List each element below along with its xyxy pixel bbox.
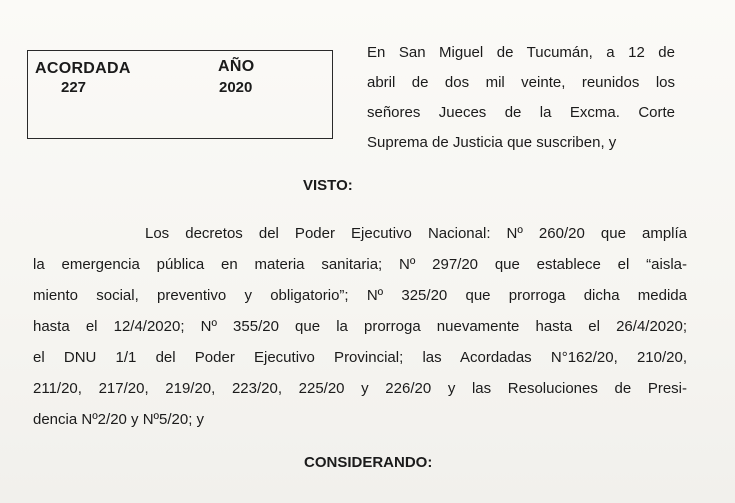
ano-value: 2020: [219, 79, 253, 96]
acordada-number: 227: [61, 79, 87, 96]
intro-paragraph: [367, 38, 675, 158]
visto-heading: VISTO:: [303, 177, 353, 194]
intro-line: señores Jueces de la Excma. Corte: [367, 104, 675, 121]
intro-line: Suprema de Justicia que suscriben, y: [367, 134, 617, 151]
visto-line: 211/20, 217/20, 219/20, 223/20, 225/20 y 226/20 y las Resoluciones de Presi-: [33, 380, 687, 397]
intro-line: abril de dos mil veinte, reunidos los: [367, 74, 675, 91]
acordada-label: ACORDADA: [35, 60, 131, 77]
considerando-heading: CONSIDERANDO:: [304, 454, 433, 471]
visto-line: miento social, preventivo y obligatorio”; Nº 325/20 que prorroga dicha medida: [33, 287, 687, 304]
visto-line: Los decretos del Poder Ejecutivo Nacional: Nº 260/20 que amplía: [145, 225, 687, 242]
visto-line: el DNU 1/1 del Poder Ejecutivo Provincial; las Acordadas N°162/20, 210/20,: [33, 349, 687, 366]
visto-line: la emergencia pública en materia sanitaria; Nº 297/20 que establece el “aisla-: [33, 256, 687, 273]
visto-line: dencia Nº2/20 y Nº5/20; y: [33, 411, 205, 428]
acordada-box: [27, 50, 333, 139]
visto-line: hasta el 12/4/2020; Nº 355/20 que la prorroga nuevamente hasta el 26/4/2020;: [33, 318, 687, 335]
ano-label: AÑO: [218, 58, 255, 75]
intro-line: En San Miguel de Tucumán, a 12 de: [367, 44, 675, 61]
visto-paragraph: [33, 218, 687, 435]
